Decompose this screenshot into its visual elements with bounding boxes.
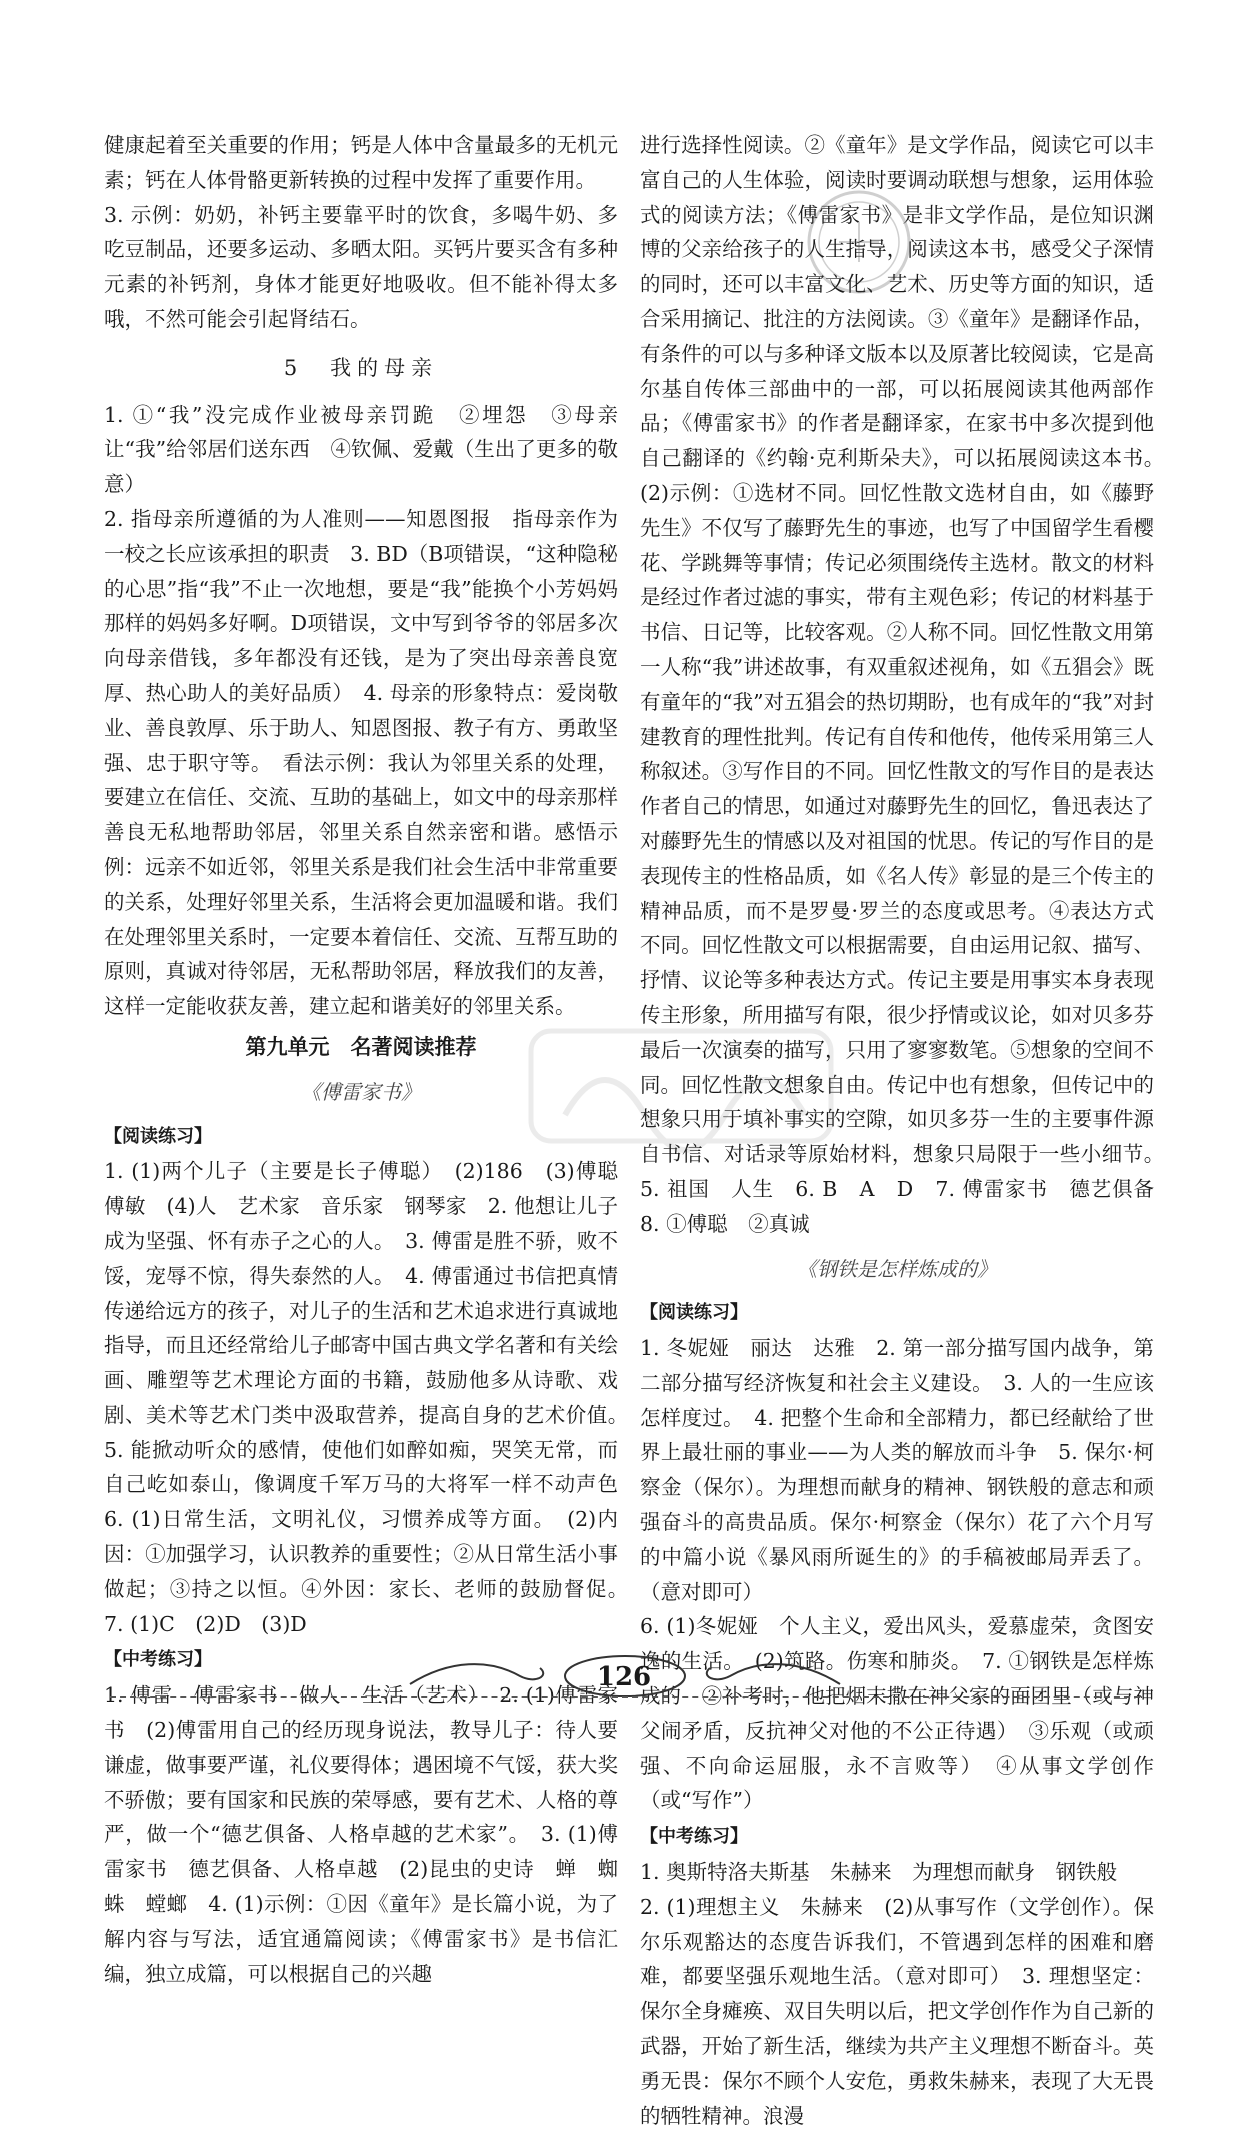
watermark-icon bbox=[525, 1025, 845, 1155]
section-heading: 5 我的母亲 bbox=[283, 355, 439, 380]
stamp-icon bbox=[805, 188, 913, 296]
unit-heading: 第九单元 名著阅读推荐 bbox=[245, 1034, 477, 1059]
reading-practice-tag: 【阅读练习】 bbox=[104, 1125, 212, 1147]
answer-paragraph: 1. 傅雷 傅雷家书 做人 生活（艺术） 2. (1)傅雷家书 (2)傅雷用自己的经历现身说法，教导儿子：待人要谦虚，做事要严谨，礼仪要得体；遇困境不气馁，获大奖不骄傲；要有国家和民族的荣辱感，要有艺术、人格的尊严，做一个“德艺俱备、人格卓越的艺术家”。 3. (1)傅雷家书 德艺俱备、人格卓越 (2)昆虫的史诗 蝉 蜘蛛 螳螂 4. (1)示例：①因《童年》是长篇小说，为了解内容与写法，适宜通篇阅读；《傅雷家书》是书信汇编，独立成篇，可以根据自己的兴趣 bbox=[104, 1683, 618, 1986]
answer-paragraph: 1. ①“我”没完成作业被母亲罚跪 ②埋怨 ③母亲让“我”给邻居们送东西 ④钦佩、爱戴（生出了更多的敬意） bbox=[104, 402, 618, 497]
reading-practice-tag: 【阅读练习】 bbox=[640, 1302, 748, 1324]
answer-paragraph: 6. (1)冬妮娅 个人主义，爱出风头，爱慕虚荣，贪图安逸的生活。 (2)筑路。伤寒和肺炎。 7. ①钢铁是怎样炼成的 ②补考时，他把烟末撒在神父家的面团里（或与神父闹矛盾，反抗神父对他的不公正待遇） ③乐观（或顽强、不向命运屈服，永不言败等） ④从事文学创作（或“写作”） bbox=[640, 1614, 1154, 1813]
answer-paragraph: 1. 奥斯特洛夫斯基 朱赫来 为理想而献身 钢铁般 bbox=[640, 1860, 1118, 1885]
answer-paragraph: 3. 示例：奶奶，补钙主要靠平时的饮食，多喝牛奶、多吃豆制品，还要多运动、多晒太阳。买钙片要买含有多种元素的补钙剂，身体才能更好地吸收。但不能补得太多哦，不然可能会引起肾结石。 bbox=[104, 202, 618, 331]
book-heading: 《傅雷家书》 bbox=[301, 1079, 421, 1104]
answer-paragraph: 2. 指母亲所遵循的为人准则——知恩图报 指母亲作为一校之长应该承担的职责 3. BD（B项错误，“这种隐秘的心思”指“我”不止一次地想，要是“我”能换个小芳妈妈那样的妈妈多好啊。D项错误，文中写到爷爷的邻居多次向母亲借钱，多年都没有还钱，是为了突出母亲善良宽厚、热心助人的美好品质） 4. 母亲的形象特点：爱岗敬业、善良敦厚、乐于助人、知恩图报、教子有方、勇敢坚强、忠于职守等。 看法示例：我认为邻里关系的处理，要建立在信任、交流、互助的基础上，如文中的母亲那样善良无私地帮助邻居，邻里关系自然亲密和谐。感悟示例：远亲不如近邻，邻里关系是我们社会生活中非常重要的关系，处理好邻里关系，生活将会更加温暖和谐。我们在处理邻里关系时，一定要本着信任、交流、互帮互助的原则，真诚对待邻居，无私帮助邻居，释放我们的友善，这样一定能收获友善，建立起和谐美好的邻里关系。 bbox=[104, 506, 618, 1019]
answer-paragraph: 进行选择性阅读。②《童年》是文学作品，阅读它可以丰富自己的人生体验，阅读时要调动联想与想象，运用体验式的阅读方法；《傅雷家书》是非文学作品，是位知识渊博的父亲给孩子的人生指导，阅读这本书，感受父子深情的同时，还可以丰富文化、艺术、历史等方面的知识，适合采用摘记、批注的方法阅读。③《童年》是翻译作品，有条件的可以与多种译文版本以及原著比较阅读，它是高尔基自传体三部曲中的一部，可以拓展阅读其他两部作品；《傅雷家书》的作者是翻译家，在家书中多次提到他自己翻译的《约翰·克利斯朵夫》，可以拓展阅读这本书。 (2)示例：①选材不同。回忆性散文选材自由，如《藤野先生》不仅写了藤野先生的事迹，也写了中国留学生看樱花、学跳舞等事情；传记必须围绕传主选材。散文的材料是经过作者过滤的事实，带有主观色彩；传记的材料基于书信、日记等，比较客观。②人称不同。回忆性散文用第一人称“我”讲述故事，有双重叙述视角，如《五猖会》既有童年的“我”对五猖会的热切期盼，也有成年的“我”对封建教育的理性批判。传记有自传和他传，他传采用第三人称叙述。③写作目的不同。回忆性散文的写作目的是表达作者自己的情思，如通过对藤野先生的回忆，鲁迅表达了对藤野先生的情感以及对祖国的忧思。传记的写作目的是表现传主的性格品质，如《名人传》彰显的是三个传主的精神品质，而不是罗曼·罗兰的态度或思考。④表达方式不同。回忆性散文可以根据需要，自由运用记叙、描写、抒情、议论等多种表达方式。传记主要是用事实本身表现传主形象，所用描写有限，很少抒情或议论，如对贝多芬最后一次演奏的描写，只用了寥寥数笔。⑤想象的空间不同。回忆性散文想象自由。传记中也有想象，但传记中的想象只用于填补事实的空隙，如贝多芬一生的主要事件源自书信、对话录等原始材料，想象只局限于一些小细节。 5. 祖国 人生 6. B A D 7. 傅雷家书 德艺俱备 8. ①傅聪 ②真诚 bbox=[640, 133, 1175, 1236]
page-footer bbox=[110, 1654, 1140, 1714]
exam-practice-tag: 【中考练习】 bbox=[104, 1649, 212, 1671]
page-number: 126 bbox=[596, 1662, 652, 1692]
answer-paragraph: 1. 冬妮娅 丽达 达雅 2. 第一部分描写国内战争，第二部分描写经济恢复和社会主义建设。 3. 人的一生应该怎样度过。 4. 把整个生命和全部精力，都已经献给了世界上最壮丽的事业——为人类的解放而斗争 5. 保尔·柯察金（保尔）。为理想而献身的精神、钢铁般的意志和顽强奋斗的高贵品质。保尔·柯察金（保尔）花了六个月写的中篇小说《暴风雨所诞生的》的手稿被邮局弄丢了。（意对即可） bbox=[640, 1336, 1154, 1604]
exam-practice-tag: 【中考练习】 bbox=[640, 1826, 748, 1848]
book-heading: 《钢铁是怎样炼成的》 bbox=[797, 1256, 997, 1281]
answer-paragraph: 健康起着至关重要的作用；钙是人体中含量最多的无机元素；钙在人体骨骼更新转换的过程中发挥了重要作用。 bbox=[104, 133, 618, 192]
footer-divider bbox=[110, 1696, 1140, 1698]
answer-paragraph: 2. (1)理想主义 朱赫来 (2)从事写作（文学创作）。保尔乐观豁达的态度告诉我们，不管遇到怎样的困难和磨难，都要坚强乐观地生活。（意对即可） 3. 理想坚定：保尔全身瘫痪、双目失明以后，把文学创作作为自己新的武器，开始了新生活，继续为共产主义理想不断奋斗。英勇无畏：保尔不顾个人安危，勇救朱赫来，表现了大无畏的牺牲精神。浪漫 bbox=[640, 1894, 1154, 2128]
answer-paragraph: 1. (1)两个儿子（主要是长子傅聪） (2)186 (3)傅聪 傅敏 (4)人 艺术家 音乐家 钢琴家 2. 他想让儿子成为坚强、怀有赤子之心的人。 3. 傅雷是胜不骄，败不馁，宠辱不惊，得失泰然的人。 4. 傅雷通过书信把真情传递给远方的孩子，对儿子的生活和艺术追求进行真诚地指导，而且还经常给儿子邮寄中国古典文学名著和有关绘画、雕塑等艺术理论方面的书籍，鼓励他多从诗歌、戏剧、美术等艺术门类中汲取营养，提高自身的艺术价值。 5. 能掀动听众的感情，使他们如醉如痴，哭笑无常，而自己屹如泰山，像调度千军万马的大将军一样不动声色 6. (1)日常生活，文明礼仪，习惯养成等方面。 (2)内因：①加强学习，认识教养的重要性；②从日常生活小事做起；③持之以恒。④外因：家长、老师的鼓励督促。 7. (1)C (2)D (3)D bbox=[104, 1159, 639, 1636]
